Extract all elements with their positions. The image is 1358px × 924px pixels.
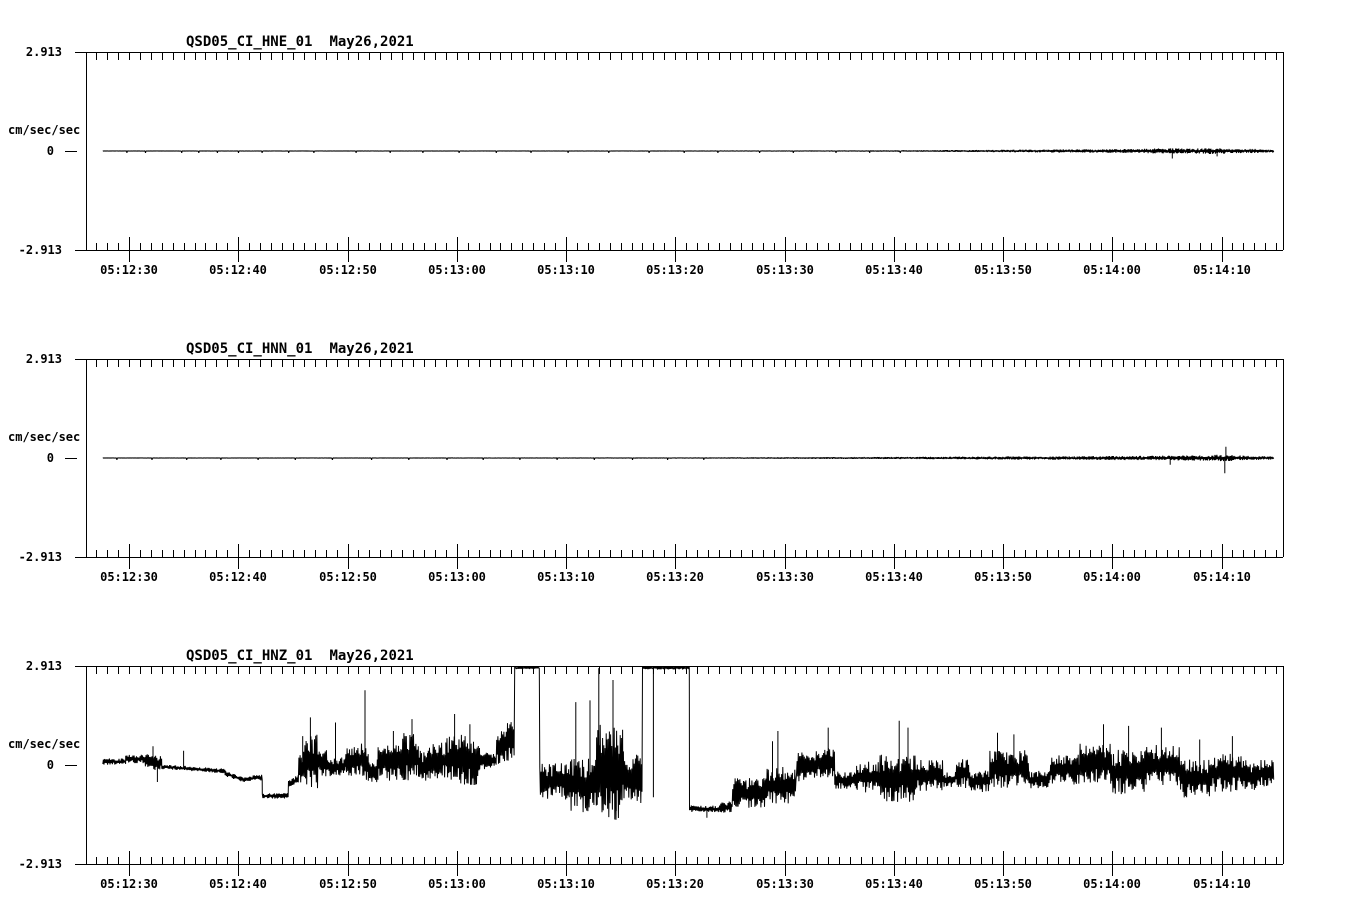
xtick-label: 05:13:00 xyxy=(428,877,486,891)
panel-title: QSD05_CI_HNZ_01 xyxy=(186,648,313,664)
ytick-label-zero: 0 xyxy=(46,144,54,158)
xtick-label: 05:14:10 xyxy=(1193,263,1251,277)
xtick-label: 05:13:20 xyxy=(646,570,704,584)
ytick-label-min: -2.913 xyxy=(18,857,62,871)
xtick-label: 05:13:10 xyxy=(537,263,595,277)
ytick-label-max: 2.913 xyxy=(25,45,62,59)
xtick-label: 05:12:50 xyxy=(319,263,377,277)
panel-title: QSD05_CI_HNE_01 xyxy=(186,34,313,50)
xtick-label: 05:13:40 xyxy=(865,877,923,891)
panel-date: May26,2021 xyxy=(329,341,414,357)
xtick-label: 05:13:10 xyxy=(537,570,595,584)
xtick-label: 05:12:50 xyxy=(319,877,377,891)
panel-date: May26,2021 xyxy=(329,34,414,50)
xtick-label: 05:13:20 xyxy=(646,877,704,891)
xtick-label: 05:14:10 xyxy=(1193,570,1251,584)
xtick-label: 05:14:00 xyxy=(1083,877,1141,891)
axes-hne xyxy=(65,52,1284,262)
x-axis-tick-labels xyxy=(0,263,1358,279)
ytick-label-zero: 0 xyxy=(46,451,54,465)
waveform-hne xyxy=(103,148,1274,158)
panel-title-row xyxy=(186,34,414,50)
xtick-label: 05:13:50 xyxy=(974,570,1032,584)
y-axis-units-label: cm/sec/sec xyxy=(8,430,81,444)
xtick-label: 05:12:40 xyxy=(209,263,267,277)
xtick-label: 05:13:10 xyxy=(537,877,595,891)
xtick-label: 05:13:30 xyxy=(756,263,814,277)
xtick-label: 05:12:30 xyxy=(100,877,158,891)
xtick-label: 05:12:30 xyxy=(100,570,158,584)
panel-title-row xyxy=(186,341,414,357)
y-axis-units-label: cm/sec/sec xyxy=(8,737,81,751)
x-axis-tick-labels xyxy=(0,877,1358,893)
waveform-hnn xyxy=(103,447,1274,474)
ytick-label-min: -2.913 xyxy=(18,550,62,564)
xtick-label: 05:12:50 xyxy=(319,570,377,584)
xtick-label: 05:12:30 xyxy=(100,263,158,277)
panel-date: May26,2021 xyxy=(329,648,414,664)
ytick-label-min: -2.913 xyxy=(18,243,62,257)
x-axis-tick-labels xyxy=(0,570,1358,586)
ytick-label-max: 2.913 xyxy=(25,352,62,366)
xtick-label: 05:13:20 xyxy=(646,263,704,277)
y-axis-units-label: cm/sec/sec xyxy=(8,123,81,137)
xtick-label: 05:13:00 xyxy=(428,263,486,277)
xtick-label: 05:14:00 xyxy=(1083,570,1141,584)
xtick-label: 05:13:00 xyxy=(428,570,486,584)
xtick-label: 05:13:40 xyxy=(865,570,923,584)
xtick-label: 05:12:40 xyxy=(209,877,267,891)
axes-hnn xyxy=(65,359,1284,569)
panel-title-row xyxy=(186,648,414,664)
ytick-label-max: 2.913 xyxy=(25,659,62,673)
xtick-label: 05:13:50 xyxy=(974,263,1032,277)
xtick-label: 05:13:40 xyxy=(865,263,923,277)
xtick-label: 05:13:30 xyxy=(756,877,814,891)
waveform-hnz xyxy=(103,666,1274,819)
ytick-label-zero: 0 xyxy=(46,758,54,772)
xtick-label: 05:13:50 xyxy=(974,877,1032,891)
panel-title: QSD05_CI_HNN_01 xyxy=(186,341,313,357)
xtick-label: 05:14:00 xyxy=(1083,263,1141,277)
xtick-label: 05:14:10 xyxy=(1193,877,1251,891)
xtick-label: 05:12:40 xyxy=(209,570,267,584)
xtick-label: 05:13:30 xyxy=(756,570,814,584)
